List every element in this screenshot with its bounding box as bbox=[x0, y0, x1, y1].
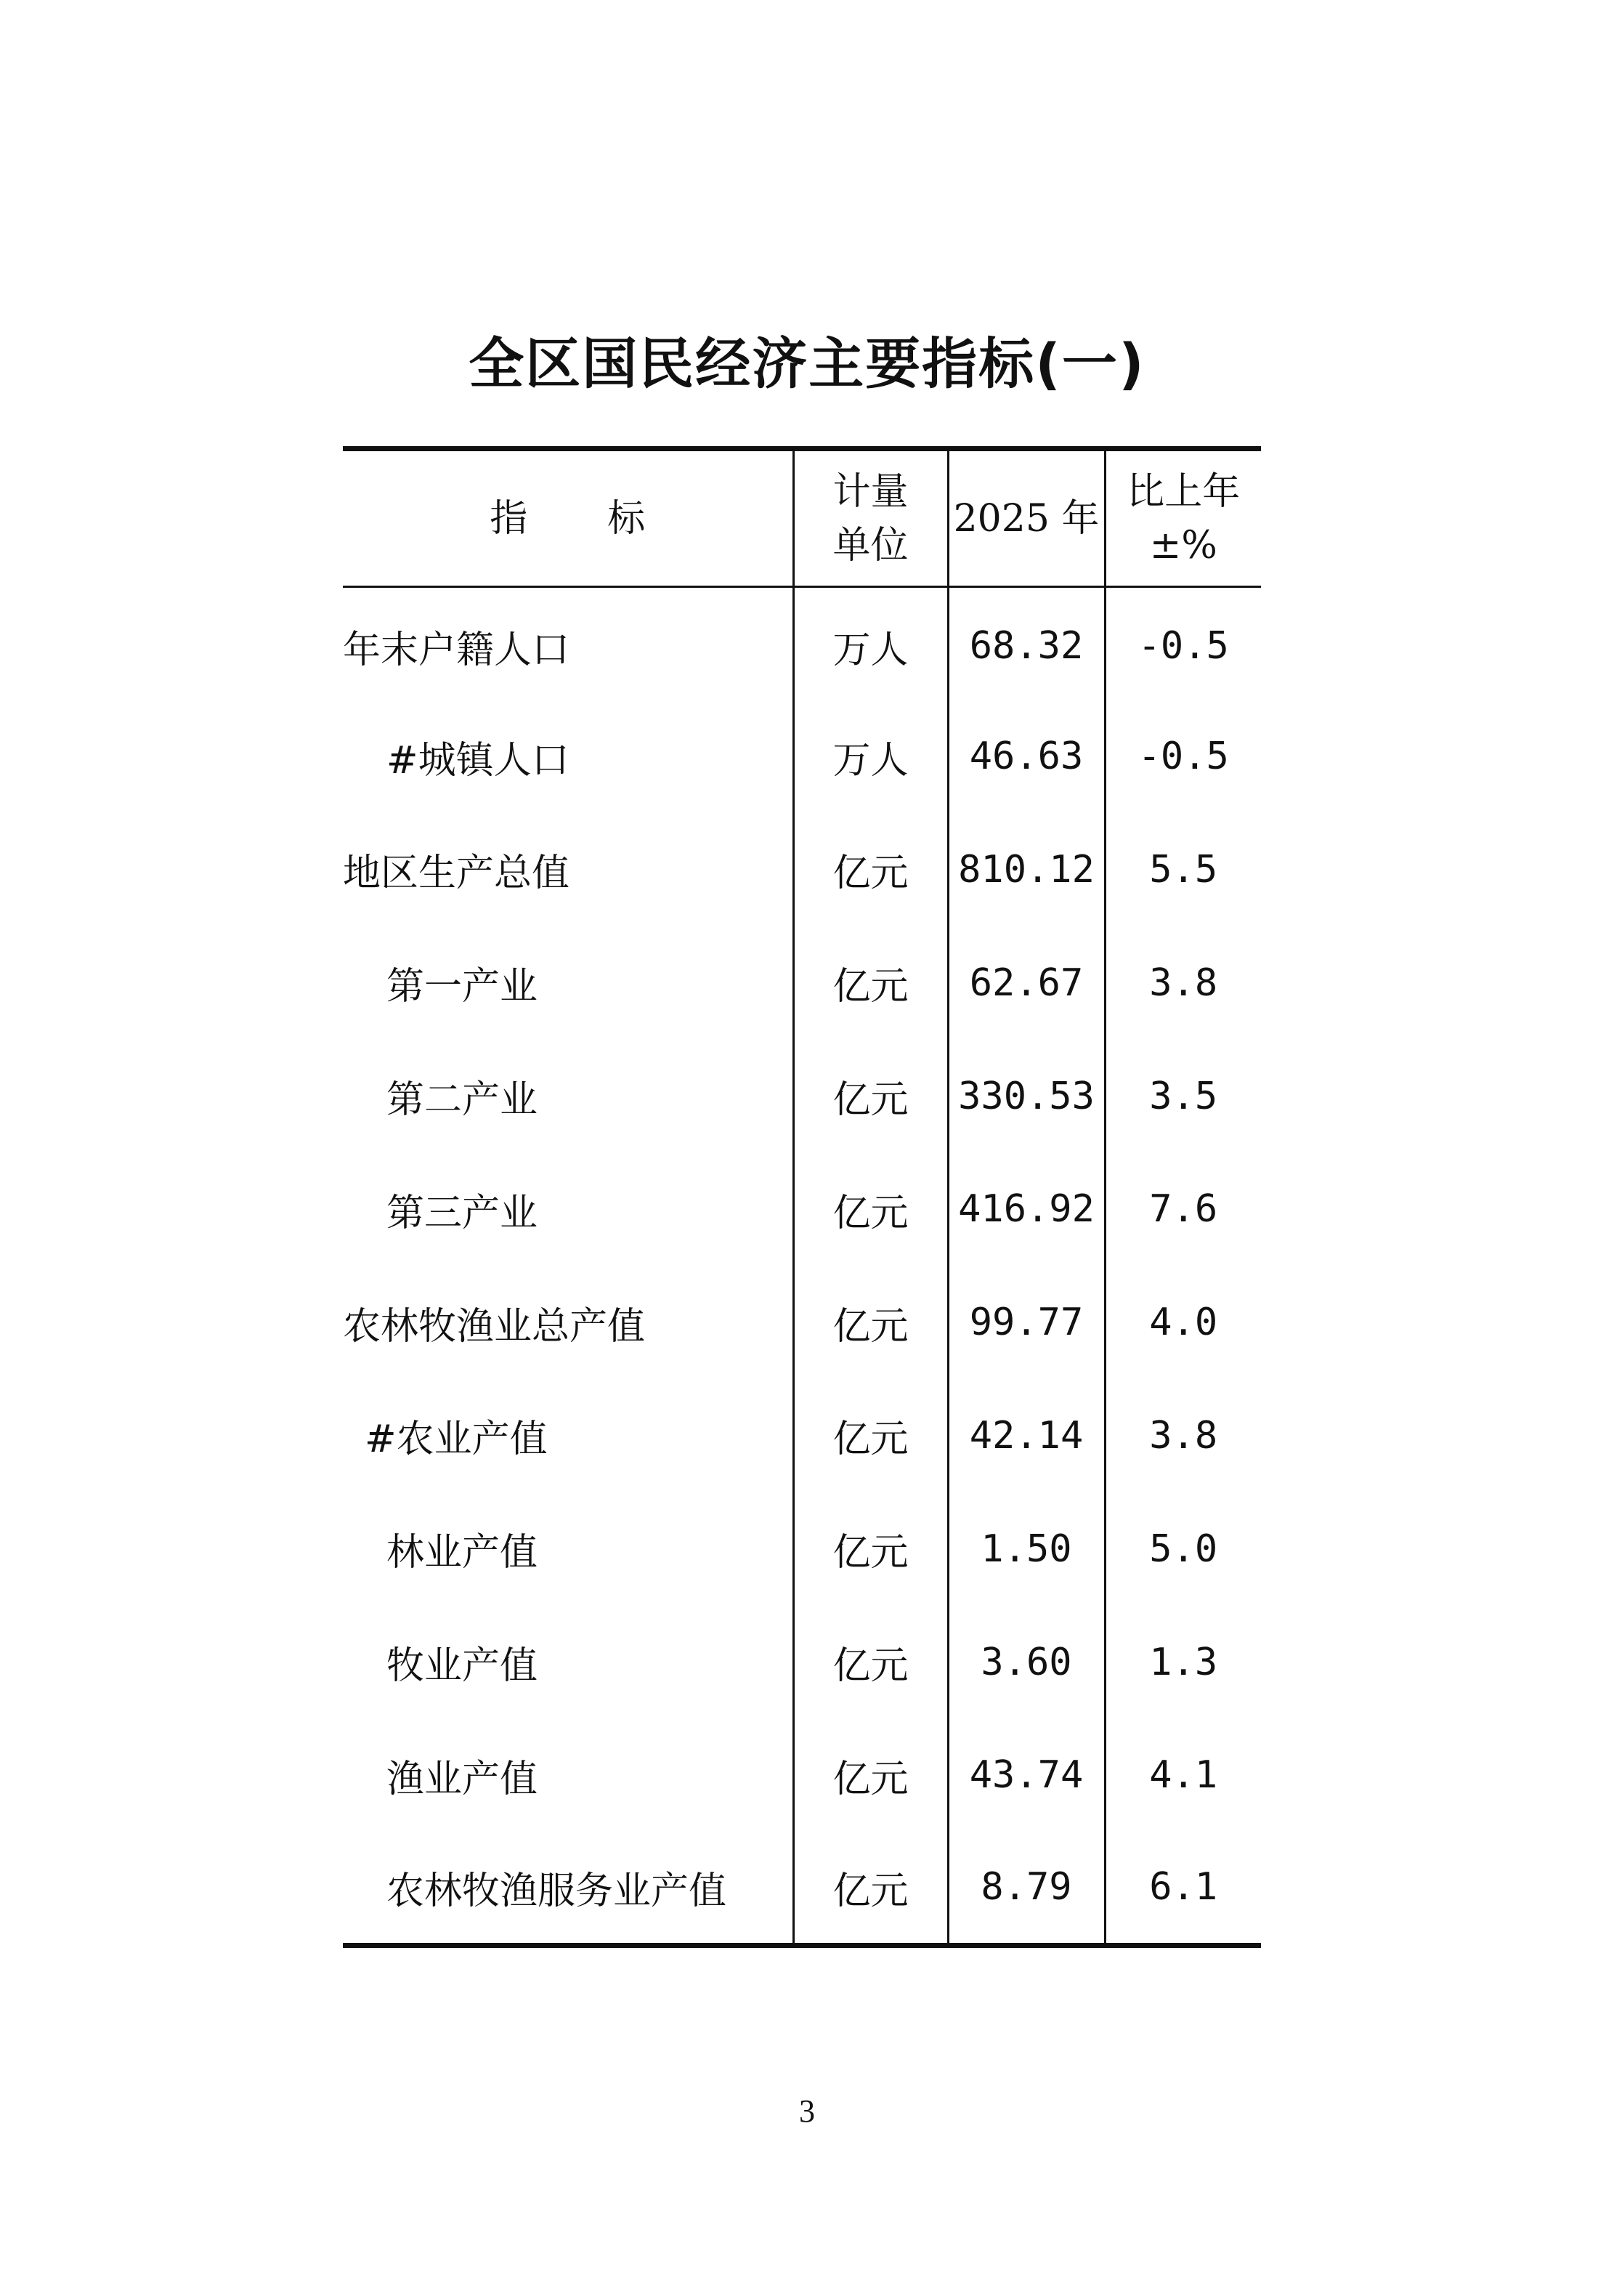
table-row bbox=[343, 1492, 1261, 1606]
row-change: 6.1 bbox=[1105, 1832, 1261, 1945]
row-change: 5.0 bbox=[1105, 1492, 1261, 1606]
row-change: 4.1 bbox=[1105, 1718, 1261, 1832]
header-change bbox=[1105, 449, 1261, 587]
row-unit: 亿元 bbox=[793, 1379, 948, 1492]
row-unit: 万人 bbox=[793, 700, 948, 813]
row-change: 4.0 bbox=[1105, 1266, 1261, 1379]
row-value: 68.32 bbox=[948, 587, 1105, 700]
row-value: 810.12 bbox=[948, 813, 1105, 926]
header-year: 2025 年 bbox=[948, 449, 1105, 587]
row-unit: 亿元 bbox=[793, 926, 948, 1040]
header-indicator-char2: 标 bbox=[607, 496, 646, 541]
row-unit: 亿元 bbox=[793, 1492, 948, 1606]
row-change: 7.6 bbox=[1105, 1152, 1261, 1266]
row-value: 3.60 bbox=[948, 1606, 1105, 1719]
table-row bbox=[343, 1152, 1261, 1266]
row-name: 地区生产总值 bbox=[343, 852, 570, 896]
row-name: 第三产业 bbox=[386, 1191, 538, 1235]
page-number: 3 bbox=[799, 2093, 815, 2129]
table-header-row bbox=[343, 449, 1261, 587]
header-unit-line2: 单位 bbox=[832, 523, 909, 567]
header-unit-line1: 计量 bbox=[832, 469, 909, 514]
row-unit: 亿元 bbox=[793, 1152, 948, 1266]
row-value: 416.92 bbox=[948, 1152, 1105, 1266]
row-name: 第一产业 bbox=[386, 965, 538, 1009]
row-unit: 亿元 bbox=[793, 1832, 948, 1945]
row-value: 62.67 bbox=[948, 926, 1105, 1040]
row-change: 3.8 bbox=[1105, 926, 1261, 1040]
row-change: 5.5 bbox=[1105, 813, 1261, 926]
row-value: 1.50 bbox=[948, 1492, 1105, 1606]
row-value: 46.63 bbox=[948, 700, 1105, 813]
table-row bbox=[343, 1832, 1261, 1945]
row-name: 渔业产值 bbox=[386, 1757, 538, 1801]
header-indicator bbox=[343, 449, 793, 587]
row-unit: 亿元 bbox=[793, 1040, 948, 1153]
header-indicator-char1: 指 bbox=[490, 496, 528, 541]
table-row bbox=[343, 1266, 1261, 1379]
row-change: -0.5 bbox=[1105, 700, 1261, 813]
header-change-line1: 比上年 bbox=[1127, 469, 1241, 514]
row-unit: 亿元 bbox=[793, 813, 948, 926]
row-unit: 亿元 bbox=[793, 1718, 948, 1832]
row-name: #农业产值 bbox=[365, 1418, 548, 1462]
header-change-line2: ±% bbox=[1149, 523, 1217, 567]
header-unit bbox=[793, 449, 948, 587]
row-name: 农林牧渔业总产值 bbox=[343, 1304, 646, 1349]
row-change: 3.8 bbox=[1105, 1379, 1261, 1492]
row-value: 43.74 bbox=[948, 1718, 1105, 1832]
row-name: 第二产业 bbox=[386, 1078, 538, 1123]
table-row bbox=[343, 1040, 1261, 1153]
row-value: 42.14 bbox=[948, 1379, 1105, 1492]
page-title: 全区国民经济主要指标(一) bbox=[469, 331, 1145, 396]
row-name: #城镇人口 bbox=[386, 738, 569, 783]
row-name: 牧业产值 bbox=[386, 1644, 538, 1689]
row-value: 330.53 bbox=[948, 1040, 1105, 1153]
table-row bbox=[343, 813, 1261, 926]
row-change: 3.5 bbox=[1105, 1040, 1261, 1153]
indicators-table bbox=[343, 446, 1261, 1948]
table-row bbox=[343, 1379, 1261, 1492]
row-name: 林业产值 bbox=[386, 1531, 538, 1575]
row-name: 年末户籍人口 bbox=[343, 628, 570, 672]
table-row bbox=[343, 1606, 1261, 1719]
row-value: 8.79 bbox=[948, 1832, 1105, 1945]
row-unit: 亿元 bbox=[793, 1606, 948, 1719]
table-row bbox=[343, 587, 1261, 700]
row-change: 1.3 bbox=[1105, 1606, 1261, 1719]
table-row bbox=[343, 926, 1261, 1040]
row-change: -0.5 bbox=[1105, 587, 1261, 700]
table-row bbox=[343, 1718, 1261, 1832]
row-unit: 万人 bbox=[793, 587, 948, 700]
row-unit: 亿元 bbox=[793, 1266, 948, 1379]
row-name: 农林牧渔服务业产值 bbox=[343, 1832, 793, 1945]
table-row bbox=[343, 700, 1261, 813]
row-value: 99.77 bbox=[948, 1266, 1105, 1379]
